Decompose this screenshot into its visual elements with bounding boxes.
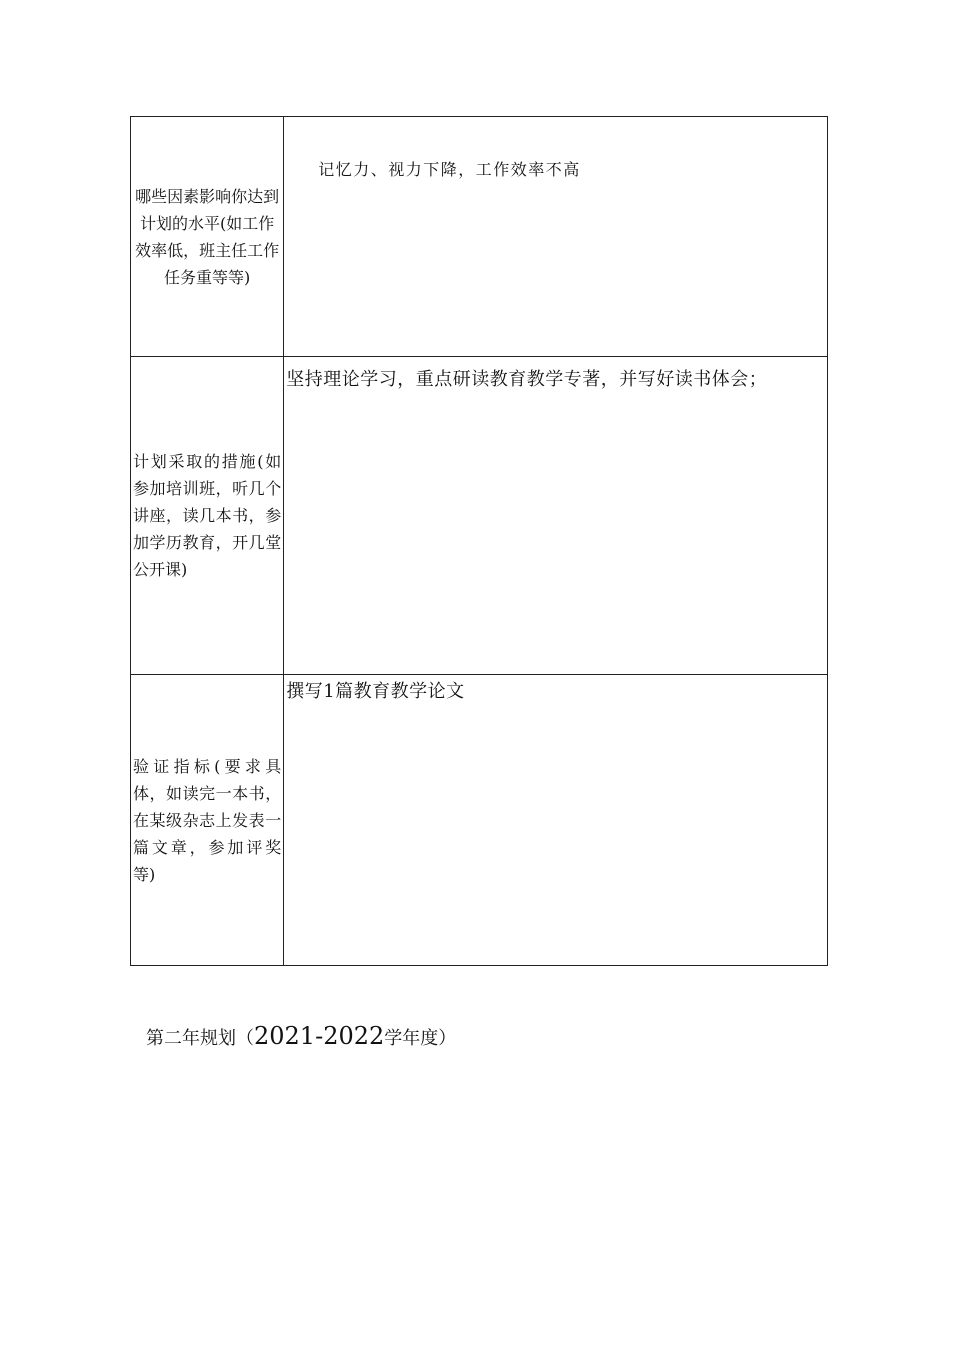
- row-label-cell: [131, 357, 284, 675]
- row-value-cell: [284, 117, 828, 357]
- table-row: [131, 357, 828, 675]
- section-title-suffix: 学年度）: [384, 1028, 457, 1049]
- plan-table: [130, 116, 828, 966]
- row-value: 撰写1篇教育教学论文: [286, 681, 465, 702]
- section-title: [146, 1022, 456, 1050]
- table-row: [131, 675, 828, 966]
- row-label: 验证指标(要求具体，如读完一本书，在某级杂志上发表一篇文章，参加评奖等): [133, 756, 282, 884]
- row-value-cell: [284, 357, 828, 675]
- row-label-cell: [131, 117, 284, 357]
- row-value: 坚持理论学习，重点研读教育教学专著，并写好读书体会；: [286, 369, 768, 390]
- row-label-cell: [131, 675, 284, 966]
- table-row: [131, 117, 828, 357]
- row-value-cell: [284, 675, 828, 966]
- row-label: 计划采取的措施(如参加培训班，听几个讲座，读几本书，参加学历教育，开几堂公开课): [133, 452, 282, 579]
- section-title-years: 2021-2022: [254, 1022, 385, 1050]
- row-label: 哪些因素影响你达到计划的水平(如工作效率低，班主任工作任务重等等): [135, 186, 280, 287]
- row-value: 记忆力、视力下降，工作效率不高: [318, 160, 581, 179]
- section-title-prefix: 第二年规划（: [146, 1028, 254, 1049]
